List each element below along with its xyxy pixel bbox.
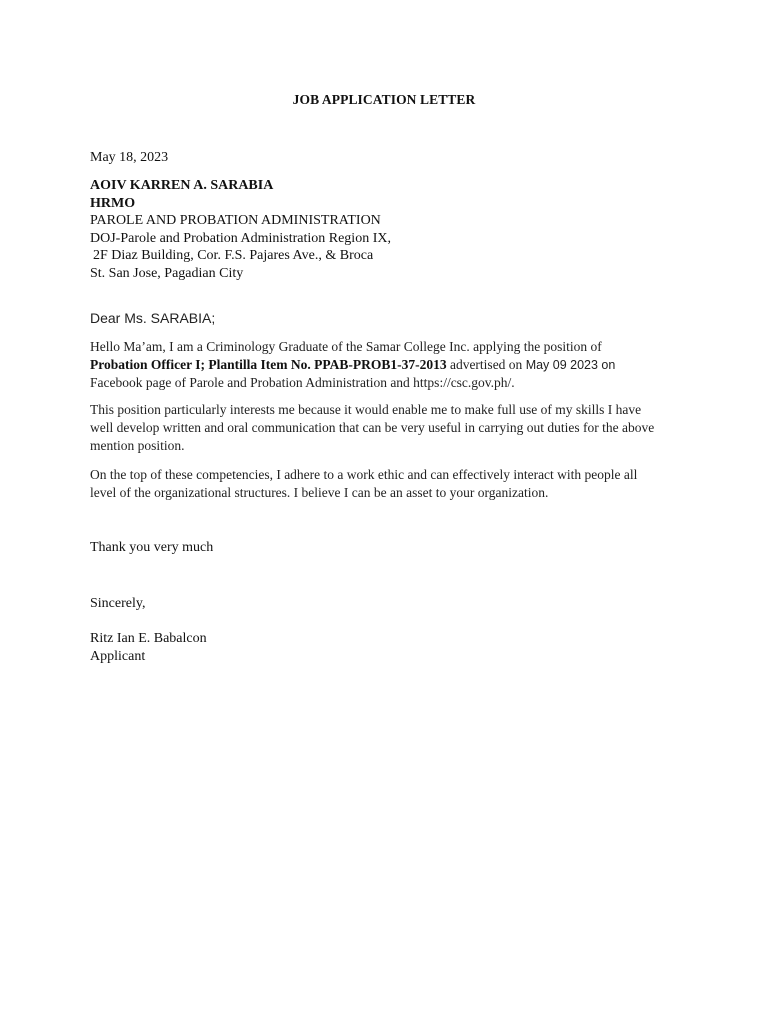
paragraph-intro-line3: Facebook page of Parole and Probation Administration and https://csc.gov.ph/. — [90, 375, 515, 390]
recipient-building: 2F Diaz Building, Cor. F.S. Pajares Ave., & Broca — [93, 248, 374, 263]
paragraph-interest — [90, 401, 680, 455]
closing: Sincerely, — [90, 596, 146, 611]
signer-role: Applicant — [90, 648, 146, 664]
paragraph-interest-line3: mention position. — [90, 438, 185, 453]
paragraph-intro-line2 — [90, 356, 680, 374]
paragraph-competencies — [90, 466, 680, 502]
recipient-name: AOIV KARREN A. SARABIA — [90, 178, 274, 193]
paragraph-intro — [90, 338, 680, 392]
thanks-line: Thank you very much — [90, 540, 214, 555]
recipient-position: HRMO — [90, 195, 136, 211]
letter-title: JOB APPLICATION LETTER — [292, 92, 476, 107]
recipient-address — [90, 177, 391, 282]
recipient-city: St. San Jose, Pagadian City — [90, 265, 244, 281]
salutation: Dear Ms. SARABIA; — [90, 310, 216, 326]
paragraph-competencies-line1: On the top of these competencies, I adhere to a work ethic and can effectively interact with people all — [90, 467, 638, 482]
recipient-office: DOJ-Parole and Probation Administration Region IX, — [90, 230, 391, 246]
paragraph-interest-line2: well develop written and oral communication that can be very useful in carrying out duties for the above — [90, 420, 655, 435]
advertised-text: advertised on — [446, 357, 526, 372]
signature-block — [90, 630, 207, 665]
paragraph-competencies-line2: level of the organizational structures. I believe I can be an asset to your organization. — [90, 485, 549, 500]
position-title: Probation Officer I; Plantilla Item No. PPAB-PROB1-37-2013 — [90, 357, 447, 372]
paragraph-interest-line1: This position particularly interests me because it would enable me to make full use of my skills I have — [90, 402, 642, 417]
ad-date: May 09 2023 on — [525, 358, 616, 372]
signer-name: Ritz Ian E. Babalcon — [90, 631, 207, 646]
recipient-agency: PAROLE AND PROBATION ADMINISTRATION — [90, 213, 381, 228]
paragraph-intro-line1: Hello Ma’am, I am a Criminology Graduate of the Samar College Inc. applying the position of — [90, 339, 602, 354]
letter-date: May 18, 2023 — [90, 150, 169, 165]
